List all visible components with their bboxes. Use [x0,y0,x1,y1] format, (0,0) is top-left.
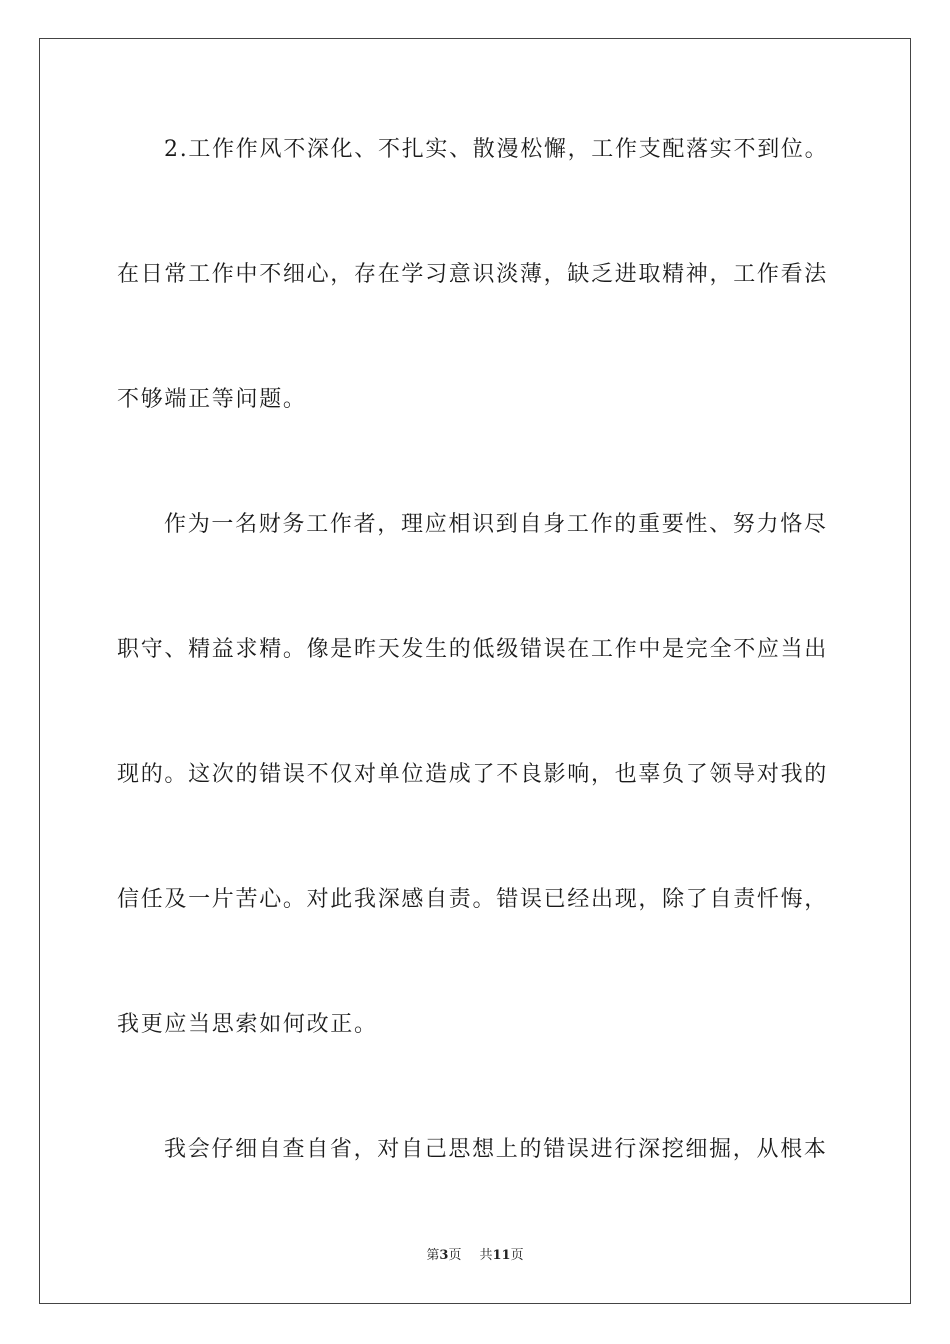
text-line: 2.工作作风不深化、不扎实、散漫松懈，工作支配落实不到位。 [164,137,829,162]
text-line: 职守、精益求精。像是昨天发生的低级错误在工作中是完全不应当出 [117,637,829,662]
text-line: 我更应当思索如何改正。 [117,1012,378,1037]
page-prefix: 第 [426,1248,440,1263]
total-prefix: 共 [479,1248,493,1263]
total-suffix: 页 [510,1248,524,1263]
page-footer [0,1247,950,1265]
text-line: 作为一名财务工作者，理应相识到自身工作的重要性、努力恪尽 [164,512,828,537]
text-line: 在日常工作中不细心，存在学习意识淡薄，缺乏进取精神，工作看法 [117,262,829,287]
text-line: 不够端正等问题。 [117,387,307,412]
page-suffix: 页 [448,1248,462,1263]
text-line: 现的。这次的错误不仅对单位造成了不良影响，也辜负了领导对我的 [117,762,829,787]
total-pages: 11 [492,1248,511,1263]
page-number: 3 [439,1248,449,1263]
text-line: 我会仔细自查自省，对自己思想上的错误进行深挖细掘，从根本 [164,1137,828,1162]
page-border [39,38,911,1304]
text-line: 信任及一片苦心。对此我深感自责。错误已经出现，除了自责忏悔， [117,887,829,912]
